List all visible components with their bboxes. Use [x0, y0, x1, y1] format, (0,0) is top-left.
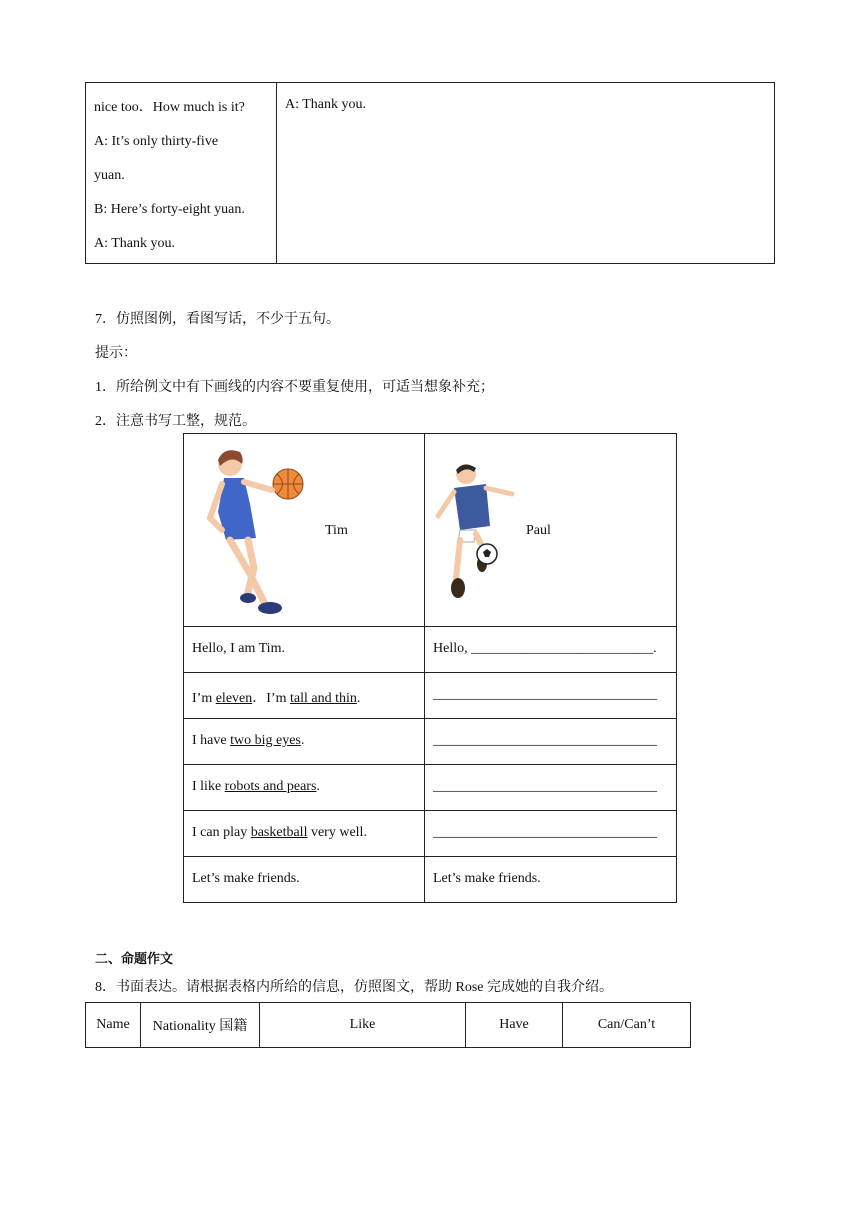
paul-sentence: Let’s make friends. [433, 871, 541, 886]
paul-row-3[interactable] [425, 719, 677, 765]
tim-row-5 [184, 811, 425, 857]
tim-cell [184, 434, 425, 627]
underlined-phrase: eleven [215, 691, 253, 706]
q8-text: 8．书面表达。请根据表格内所给的信息，仿照图文，帮助 Rose 完成她的自我介绍。 [95, 980, 613, 995]
tim-sentence-part: I have [192, 733, 231, 748]
underlined-phrase: two big eyes [230, 733, 301, 748]
header-like: Like [260, 1003, 466, 1048]
tim-sentence-part: ．I’m [252, 691, 290, 706]
paul-row-2[interactable] [425, 673, 677, 719]
dialog-left-cell [86, 83, 277, 264]
q7-hint-1: 1．所给例文中有下画线的内容不要重复使用，可适当想象补充； [95, 380, 494, 395]
dialog-line: A: It’s only thirty-five [94, 134, 219, 149]
q7-hint-2: 2．注意书写工整，规范。 [95, 414, 256, 429]
tim-sentence-part: very well. [307, 825, 367, 840]
header-have: Have [466, 1003, 563, 1048]
q7-hint-label: 提示： [95, 346, 137, 361]
tim-row-4 [184, 765, 425, 811]
paul-row-1[interactable] [425, 627, 677, 673]
dialog-line: B: Here’s forty-eight yuan. [94, 202, 245, 217]
dialog-line: A: Thank you. [285, 97, 367, 112]
info-table [85, 1002, 691, 1048]
q7-title: 7．仿照图例，看图写话，不少于五句。 [95, 312, 340, 327]
paul-blank-line[interactable]: ________________________________ [433, 779, 657, 794]
underlined-phrase: basketball [250, 825, 308, 840]
tim-sentence: Let’s make friends. [192, 871, 300, 886]
header-name: Name [86, 1003, 141, 1048]
underlined-phrase: tall and thin [289, 691, 357, 706]
tim-sentence-part: . [316, 779, 320, 794]
header-can: Can/Can’t [563, 1003, 691, 1048]
section-heading: 二、命题作文 [95, 952, 174, 967]
paul-row-4[interactable] [425, 765, 677, 811]
picture-table [183, 433, 677, 903]
tim-sentence-part: . [356, 691, 361, 706]
dialog-line: yuan. [94, 168, 125, 183]
tim-row-3 [184, 719, 425, 765]
paul-cell [425, 434, 677, 627]
dialog-table [85, 82, 775, 264]
tim-sentence: Hello, I am Tim. [192, 641, 285, 656]
soccer-player-illustration [430, 458, 530, 608]
paul-blank-line[interactable]: ________________________________ [433, 733, 657, 748]
tim-row-1 [184, 627, 425, 673]
paul-blank-line[interactable]: Hello, __________________________. [433, 641, 657, 656]
tim-name: Tim [325, 523, 348, 538]
tim-row-6 [184, 857, 425, 903]
paul-blank-line[interactable]: ________________________________ [433, 687, 657, 702]
paul-row-5[interactable] [425, 811, 677, 857]
paul-name: Paul [526, 523, 551, 538]
header-nationality: Nationality 国籍 [141, 1003, 260, 1048]
dialog-line: nice too．How much is it? [94, 100, 245, 115]
dialog-right-cell [277, 83, 775, 264]
paul-row-6 [425, 857, 677, 903]
tim-row-2 [184, 673, 425, 719]
tim-sentence-part: I like [192, 779, 225, 794]
tim-sentence-part: I can play [192, 825, 251, 840]
basketball-player-illustration [192, 442, 312, 622]
dialog-line: A: Thank you. [94, 236, 176, 251]
paul-blank-line[interactable]: ________________________________ [433, 825, 657, 840]
underlined-phrase: robots and pears [224, 779, 317, 794]
tim-sentence-part: . [300, 733, 305, 748]
tim-sentence-part: I’m [192, 691, 216, 706]
